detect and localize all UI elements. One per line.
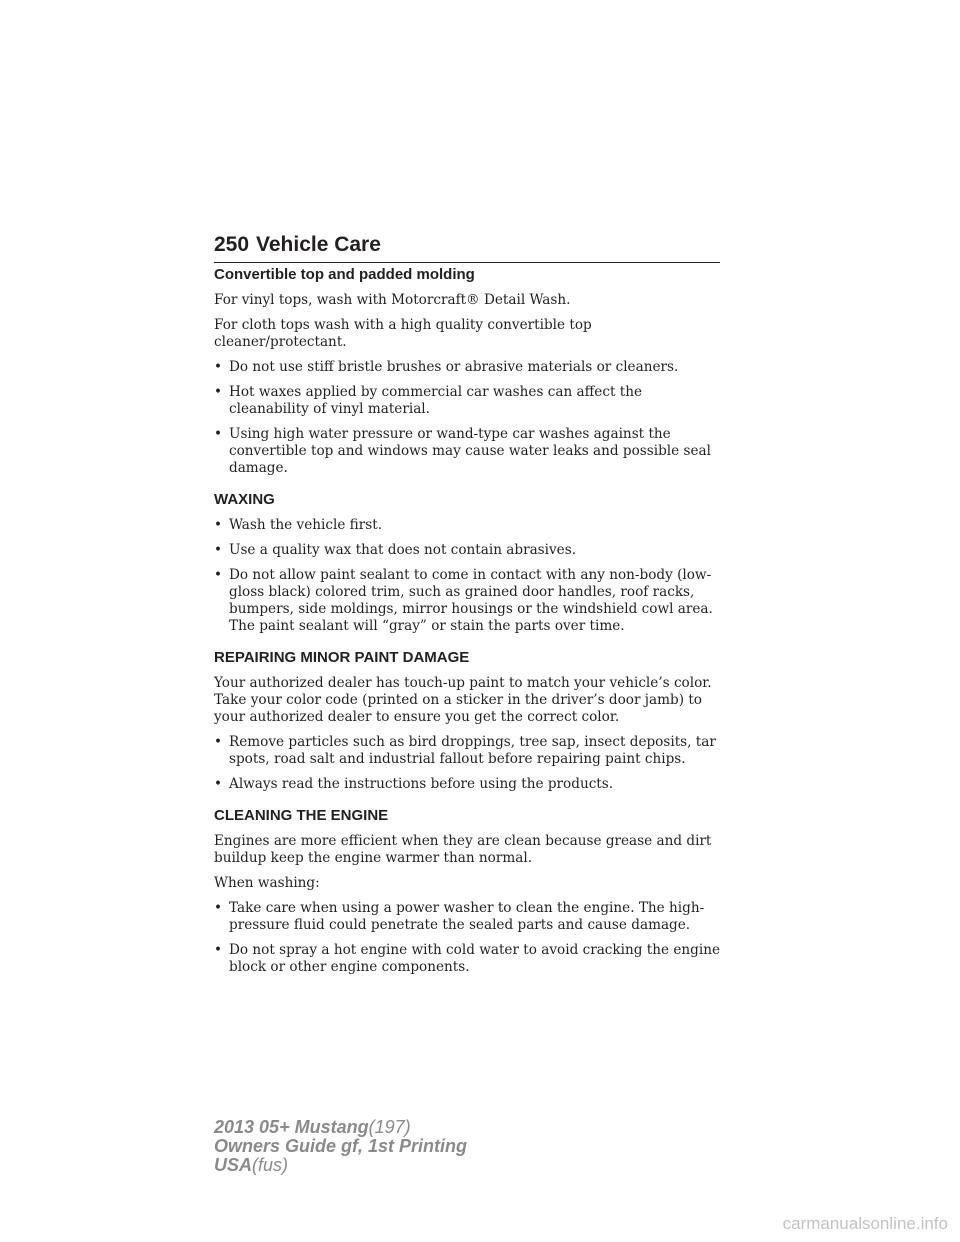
site-watermark: carmanualsonline.info [782,1214,948,1233]
paragraph: Your authorized dealer has touch-up paint to match your vehicle’s color. Take your color code (printed on a sticker in the driver’s door jamb) to your authorized dealer to ensure you get the correct color. [214,675,712,725]
bullet-icon: • [214,517,223,533]
bullet-icon: • [214,384,223,400]
page-header [214,232,720,263]
list-item-text: Wash the vehicle first. [229,517,383,533]
list-item-text: Use a quality wax that does not contain abrasives. [229,542,577,558]
footer-line-market [214,1156,467,1175]
section-waxing [214,491,720,635]
paragraph: For vinyl tops, wash with Motorcraft® Detail Wash. [214,292,571,308]
footer-market: USA [214,1155,253,1175]
section-heading: CLEANING THE ENGINE [214,807,389,824]
page-number: 250 [214,233,250,256]
paragraph: For cloth tops wash with a high quality convertible top cleaner/protectant. [214,317,592,350]
footer-line-guide: Owners Guide gf, 1st Printing [214,1136,468,1156]
bullet-icon: • [214,542,223,558]
section-cleaning-engine [214,807,720,976]
list-item-text: Using high water pressure or wand-type car washes against the convertible top and windows may cause water leaks and possible seal damage. [229,426,711,476]
footer-model-code: (197) [368,1117,411,1137]
section-paint-damage [214,649,720,793]
section-convertible-top [214,266,720,477]
list-item [214,359,720,376]
list-item-text: Hot waxes applied by commercial car washes can affect the cleanability of vinyl material. [229,384,643,417]
bullet-icon: • [214,900,223,916]
bullet-list [214,517,720,635]
print-footer [214,1118,467,1175]
bullet-list [214,900,720,976]
bullet-icon: • [214,426,223,442]
list-item-text: Do not use stiff bristle brushes or abrasive materials or cleaners. [229,359,679,375]
section-heading: Convertible top and padded molding [214,266,475,283]
bullet-icon: • [214,942,223,958]
list-item [214,542,720,559]
list-item [214,517,720,534]
list-item-text: Always read the instructions before using the products. [229,776,614,792]
section-title: Vehicle Care [256,233,381,256]
bullet-icon: • [214,567,223,583]
footer-line-model [214,1118,467,1137]
list-item [214,426,720,477]
list-item [214,734,720,768]
list-item [214,942,720,976]
list-item-text: Do not spray a hot engine with cold water to avoid cracking the engine block or other engine components. [229,942,721,975]
footer-market-code: (fus) [252,1155,289,1175]
section-heading: WAXING [214,491,275,508]
list-item-text: Remove particles such as bird droppings, tree sap, insect deposits, tar spots, road salt and industrial fallout before repairing paint chips. [229,734,716,767]
list-item [214,384,720,418]
bullet-list [214,359,720,477]
bullet-icon: • [214,776,223,792]
bullet-list [214,734,720,793]
bullet-icon: • [214,359,223,375]
bullet-icon: • [214,734,223,750]
list-item [214,900,720,934]
list-item-text: Take care when using a power washer to clean the engine. The high-pressure fluid could penetrate the sealed parts and cause damage. [229,900,705,933]
list-item [214,567,720,635]
list-item [214,776,720,793]
paragraph: Engines are more efficient when they are clean because grease and dirt buildup keep the engine warmer than normal. [214,833,712,866]
paragraph: When washing: [214,875,320,891]
section-heading: REPAIRING MINOR PAINT DAMAGE [214,649,470,666]
list-item-text: Do not allow paint sealant to come in contact with any non-body (low-gloss black) colored trim, such as grained door handles, roof racks, bumpers, side moldings, mirror housings or the windshield cowl area. The paint sealant will “gray” or stain the parts over time. [229,567,713,634]
footer-model: 2013 05+ Mustang [214,1117,369,1137]
page-content [214,266,720,984]
